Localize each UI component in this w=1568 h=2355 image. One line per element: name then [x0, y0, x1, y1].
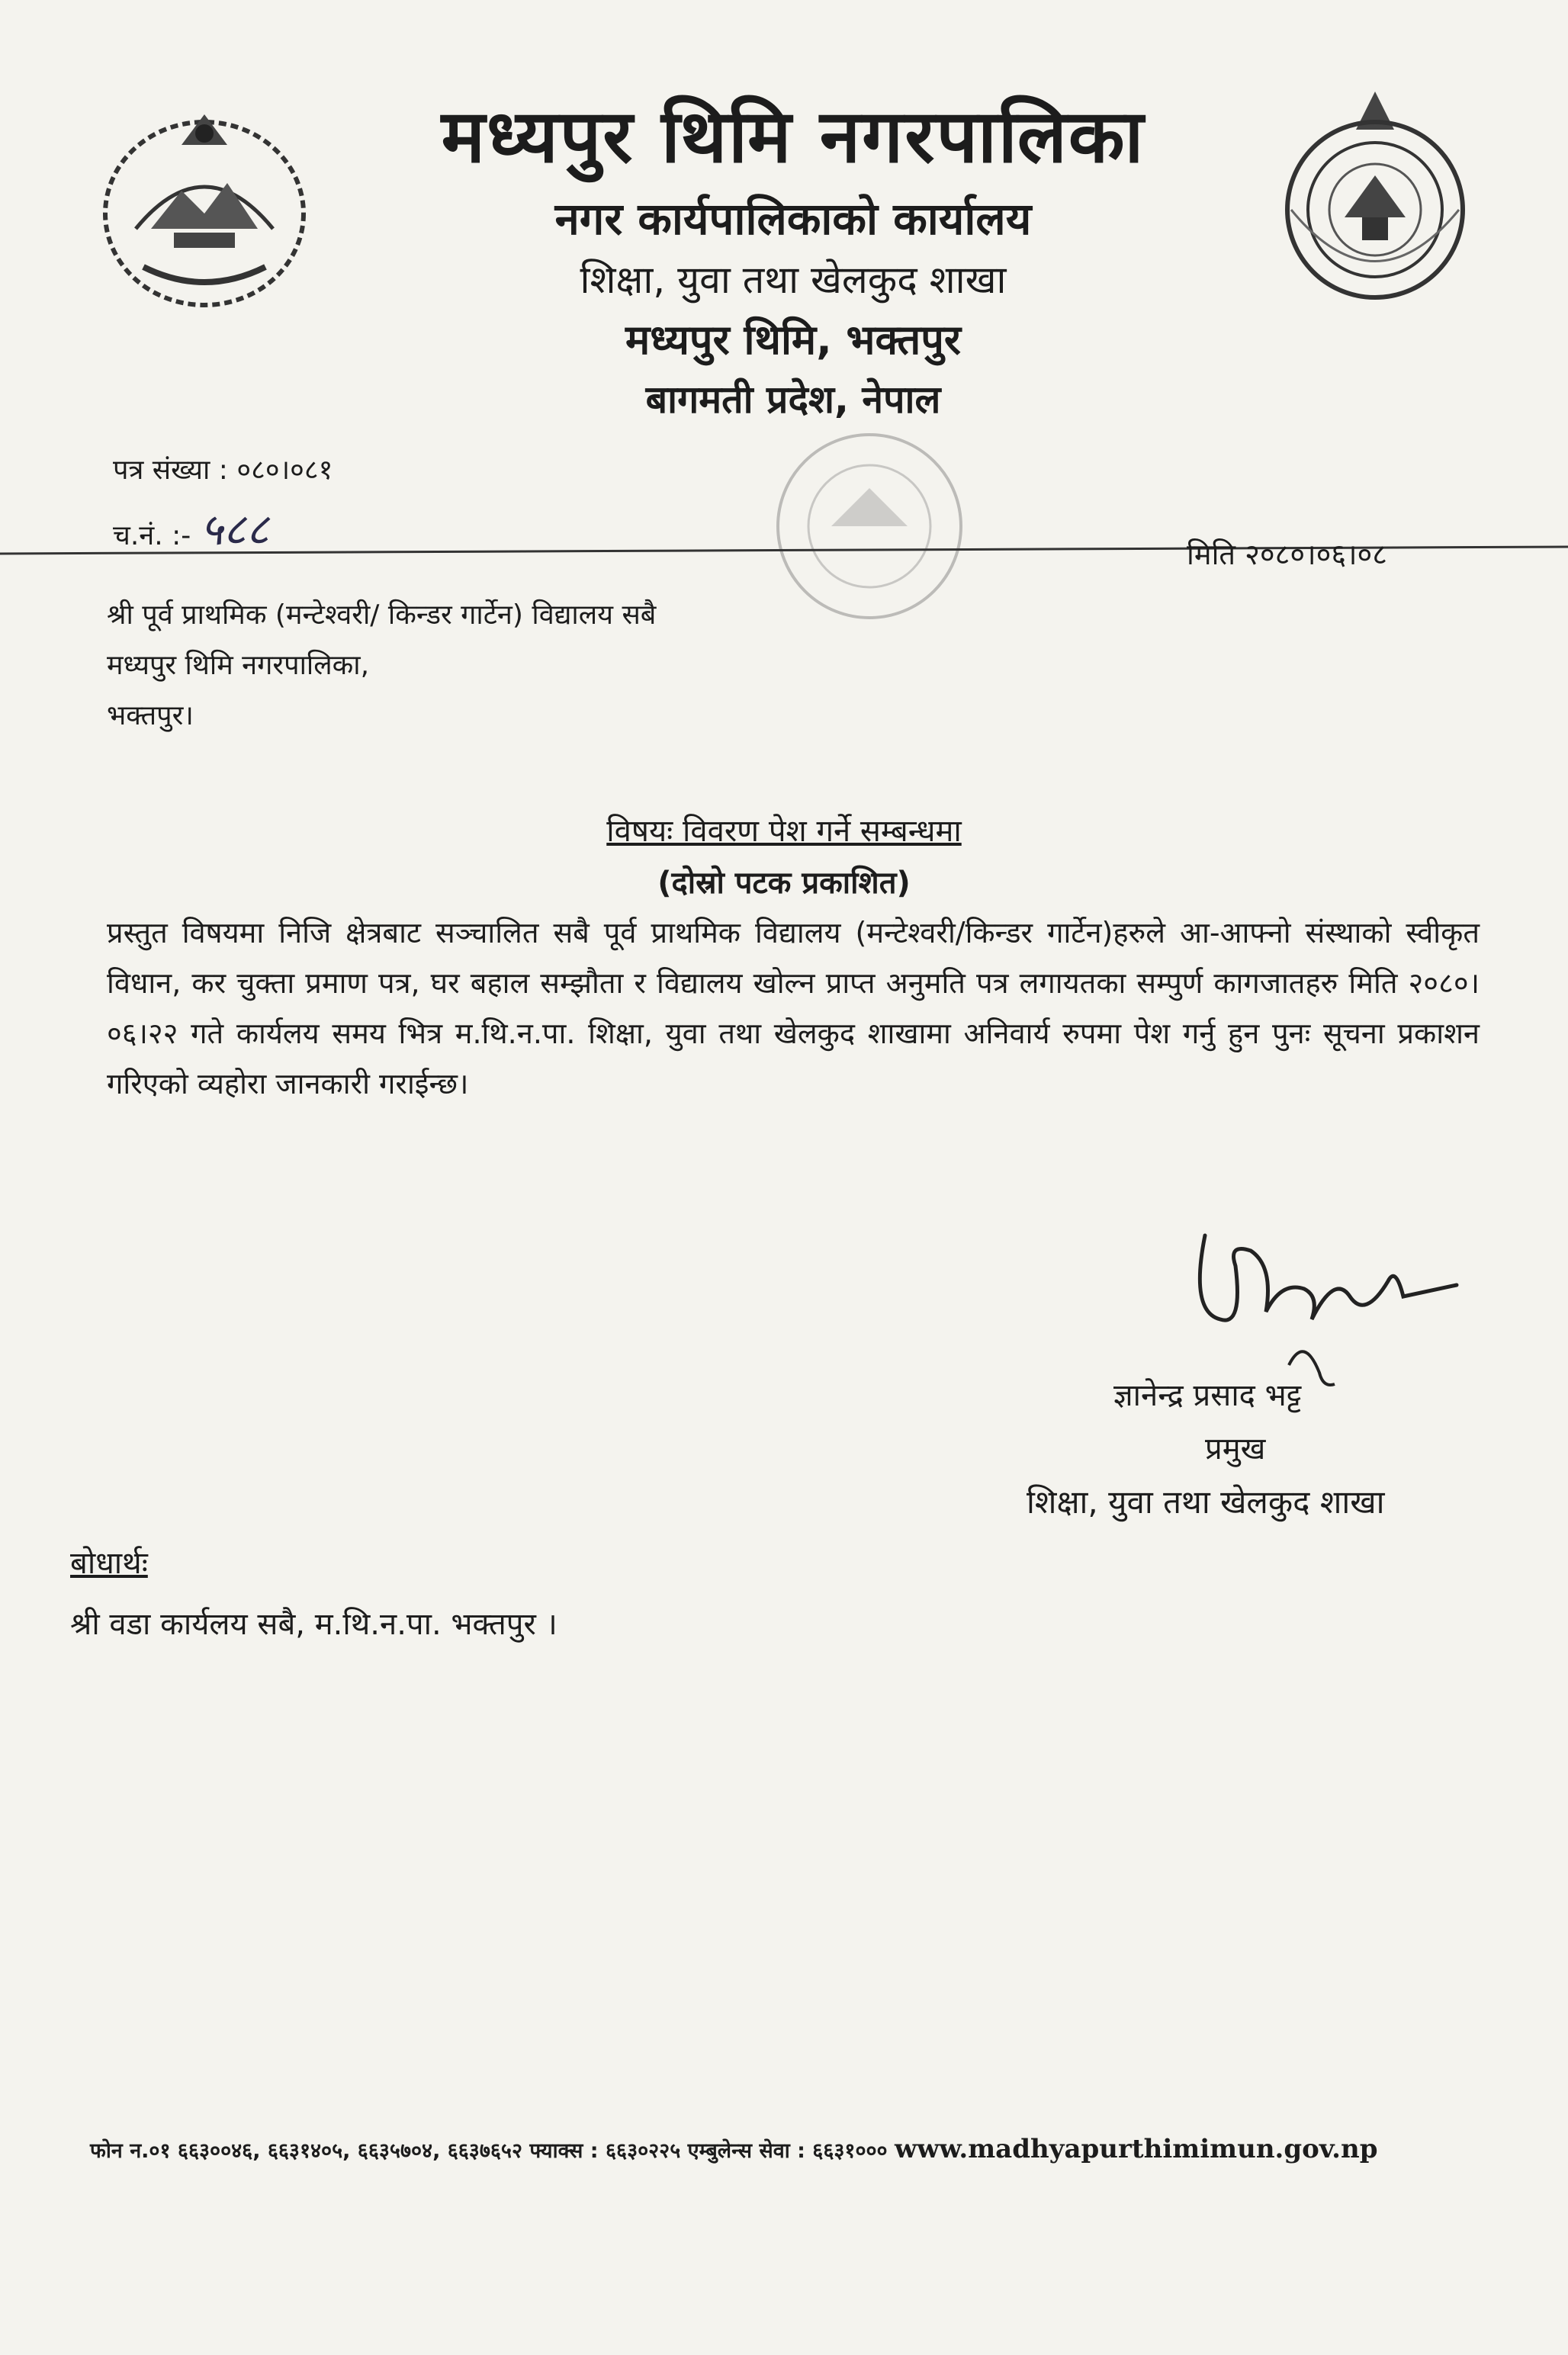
office-name: नगर कार्यपालिकाको कार्यालय [554, 193, 1032, 245]
municipality-name: मध्यपुर थिमि नगरपालिका [441, 94, 1145, 179]
letter-body: प्रस्तुत विषयमा निजि क्षेत्रबाट सञ्चालित सबै पूर्व प्राथमिक विद्यालय (मन्टेश्वरी/किन्डर गार्टेन)हरुले आ-आफ्नो संस्थाको स्वीकृत विधान, कर चुक्ता प्रमाण पत्र, घर बहाल सम्झौता र विद्यालय खोल्न प्राप्त अनुमति पत्र लगायतका सम्पुर्ण कागजातहरु मिति २०८०।०६।२२ गते कार्यलय समय भित्र म.थि.न.पा. शिक्षा, युवा तथा खेलकुद शाखामा अनिवार्य रुपमा पेश गर्नु हुन पुनः सूचना प्रकाशन गरिएको व्यहोरा जानकारी गराईन्छ। [107, 916, 1480, 1100]
subject-text: विषयः विवरण पेश गर्ने सम्बन्धमा [606, 814, 962, 849]
footer [90, 2134, 1486, 2164]
dispatch-label: च.नं. :- [113, 520, 191, 551]
letter-number: पत्र संख्या : ०८०।०८१ [113, 455, 333, 486]
subject-line [0, 808, 1568, 850]
letterhead [320, 92, 1266, 427]
signatory-name: ज्ञानेन्द्र प्रसाद भट्ट [1113, 1378, 1302, 1413]
cc-text: श्री वडा कार्यलय सबै, म.थि.न.पा. भक्तपुर । [70, 1607, 557, 1642]
footer-contacts: फोन न.०१ ६६३००४६, ६६३१४०५, ६६३५७०४, ६६३७६५२ फ्याक्स : ६६३०२२५ एम्बुलेन्स सेवा : ६६३१००० [90, 2139, 888, 2163]
recipient-line-1: श्री पूर्व प्राथमिक (मन्टेश्वरी/ किन्डर गार्टेन) विद्यालय सबै [107, 599, 657, 631]
letter-date: मिति २०८०।०६।०८ [1187, 538, 1388, 571]
signature-icon [1174, 1220, 1464, 1396]
province-country: बागमती प्रदेश, नेपाल [645, 378, 941, 422]
signatory-role: प्रमुख [1205, 1431, 1266, 1467]
cc-label: बोधार्थः [70, 1546, 148, 1581]
dispatch-handwritten: ५८८ [200, 503, 269, 555]
publication-note: (दोस्रो पटक प्रकाशित) [657, 866, 911, 901]
office-location: मध्यपुर थिमि, भक्तपुर [625, 316, 961, 364]
branch-name: शिक्षा, युवा तथा खेलकुद शाखा [580, 258, 1007, 302]
dispatch-number [113, 497, 269, 557]
recipient-line-2: मध्यपुर थिमि नगरपालिका, [107, 650, 370, 681]
nepal-emblem-icon [90, 99, 319, 320]
municipality-logo-icon [1272, 84, 1478, 305]
footer-website: www.madhyapurthimimun.gov.np [894, 2134, 1378, 2164]
office-stamp-icon [732, 427, 1007, 625]
signatory-department: शिक्षा, युवा तथा खेलकुद शाखा [1027, 1483, 1385, 1521]
recipient-line-3: भक्तपुर। [107, 700, 194, 731]
